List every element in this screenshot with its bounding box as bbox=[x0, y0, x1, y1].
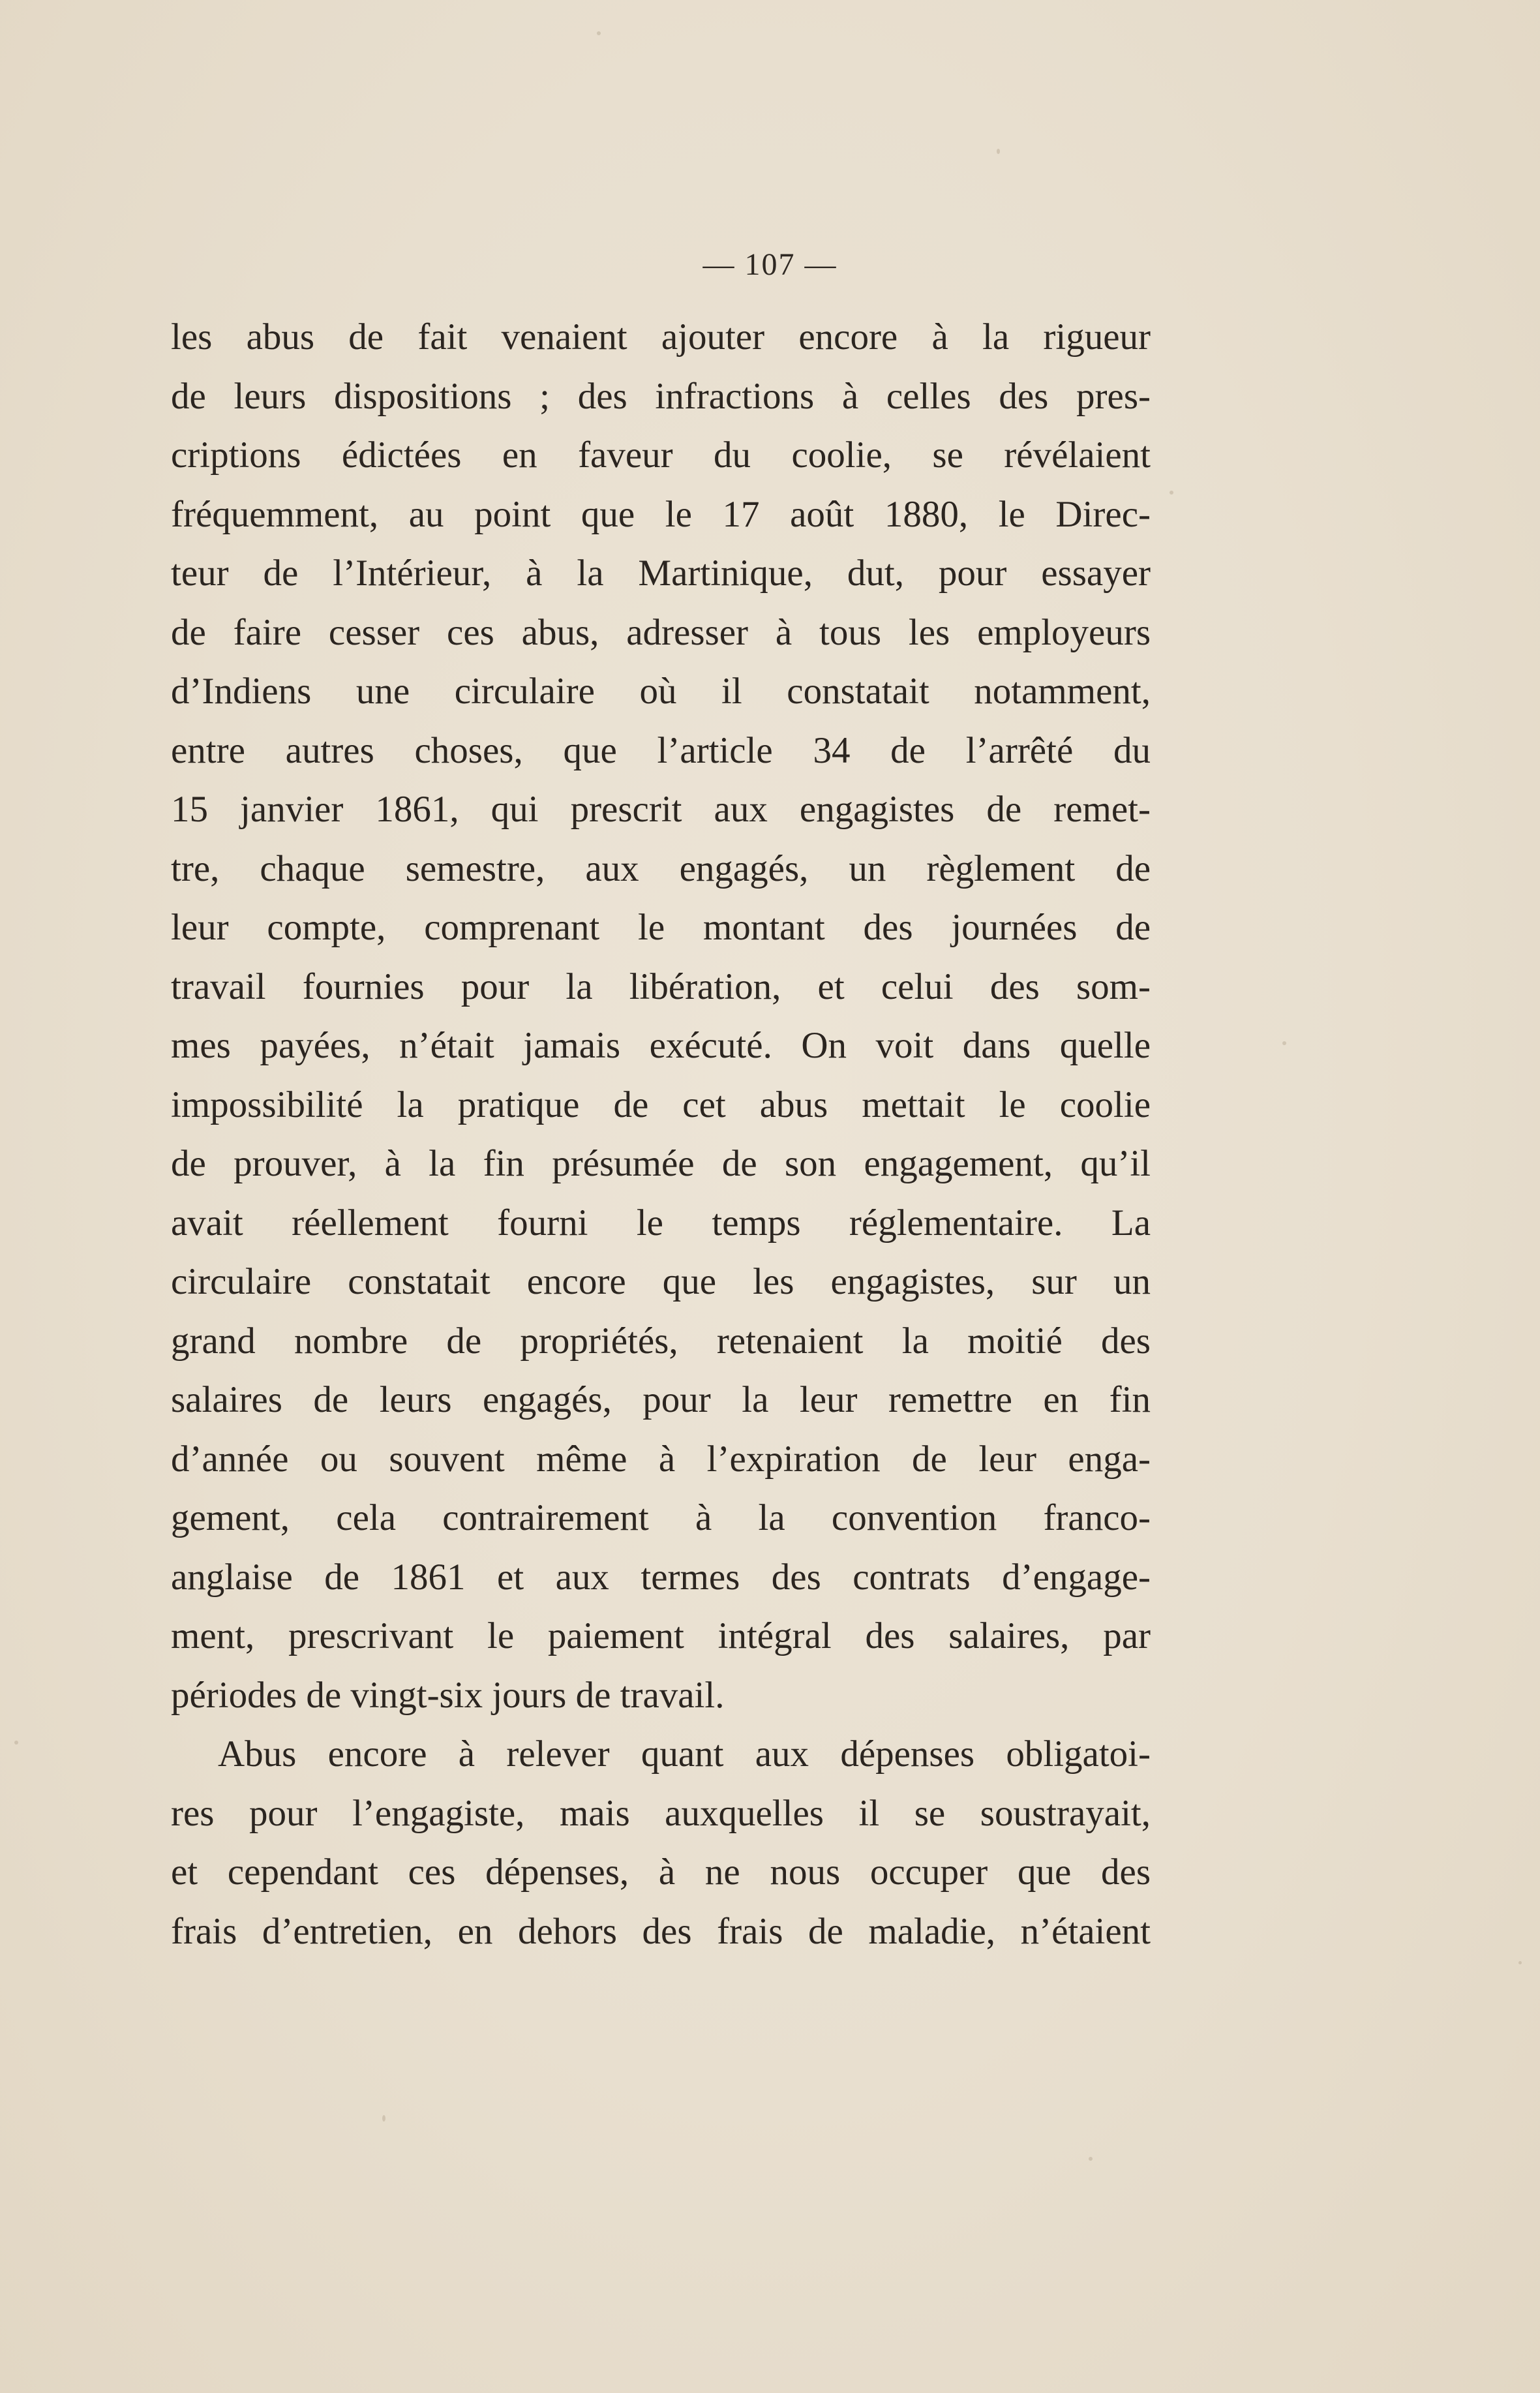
body-text bbox=[171, 308, 1151, 1961]
paper-speck bbox=[14, 1741, 18, 1745]
text-line: entre autres choses, que l’article 34 de l’arrêté du bbox=[171, 729, 1151, 771]
text-line: teur de l’Intérieur, à la Martinique, dut, pour essayer bbox=[171, 553, 1151, 594]
text-line: d’année ou souvent même à l’expiration de leur enga- bbox=[171, 1438, 1151, 1480]
text-line: res pour l’engagiste, mais auxquelles il se soustrayait, bbox=[171, 1792, 1151, 1834]
text-line: gement, cela contrairement à la convention franco- bbox=[171, 1497, 1151, 1538]
page-number: — 107 — bbox=[702, 247, 838, 282]
text-line: leur compte, comprenant le montant des journées de bbox=[171, 907, 1151, 948]
text-line: criptions édictées en faveur du coolie, se révélaient bbox=[171, 434, 1151, 476]
text-line: avait réellement fourni le temps réglementaire. La bbox=[171, 1202, 1151, 1243]
paragraph-end-line: périodes de vingt-six jours de travail. bbox=[171, 1674, 725, 1716]
text-line: circulaire constatait encore que les engagistes, sur un bbox=[171, 1261, 1151, 1302]
paper-speck bbox=[1282, 1041, 1286, 1045]
text-line: les abus de fait venaient ajouter encore à la rigueur bbox=[171, 316, 1151, 358]
text-line: salaires de leurs engagés, pour la leur remettre en fin bbox=[171, 1379, 1151, 1420]
paper-speck bbox=[1089, 2157, 1093, 2161]
paper-speck bbox=[1170, 491, 1173, 495]
text-line: mes payées, n’était jamais exécuté. On voit dans quelle bbox=[171, 1025, 1151, 1066]
paper-speck bbox=[382, 2115, 385, 2122]
text-line: impossibilité la pratique de cet abus mettait le coolie bbox=[171, 1084, 1151, 1125]
text-line: de faire cesser ces abus, adresser à tous les employeurs bbox=[171, 611, 1151, 653]
text-line: travail fournies pour la libération, et celui des som- bbox=[171, 966, 1151, 1007]
text-line: fréquemment, au point que le 17 août 1880, le Direc- bbox=[171, 493, 1151, 535]
paper-speck bbox=[997, 149, 1000, 154]
paper-speck bbox=[597, 31, 601, 35]
text-line: tre, chaque semestre, aux engagés, un règlement de bbox=[171, 847, 1151, 889]
text-line: de prouver, à la fin présumée de son engagement, qu’il bbox=[171, 1143, 1151, 1184]
text-line: frais d’entretien, en dehors des frais de maladie, n’étaient bbox=[171, 1910, 1151, 1952]
text-line: anglaise de 1861 et aux termes des contrats d’engage- bbox=[171, 1556, 1151, 1598]
paragraph-start-line: Abus encore à relever quant aux dépenses obligatoi- bbox=[218, 1733, 1151, 1775]
text-line: grand nombre de propriétés, retenaient la moitié des bbox=[171, 1320, 1151, 1362]
paper-speck bbox=[1518, 1961, 1522, 1964]
text-line: d’Indiens une circulaire où il constatait notamment, bbox=[171, 671, 1151, 712]
text-line: 15 janvier 1861, qui prescrit aux engagistes de remet- bbox=[171, 789, 1151, 830]
text-line: et cependant ces dépenses, à ne nous occuper que des bbox=[171, 1852, 1151, 1893]
text-line: de leurs dispositions ; des infractions à celles des pres- bbox=[171, 375, 1151, 417]
text-line: ment, prescrivant le paiement intégral des salaires, par bbox=[171, 1615, 1151, 1656]
